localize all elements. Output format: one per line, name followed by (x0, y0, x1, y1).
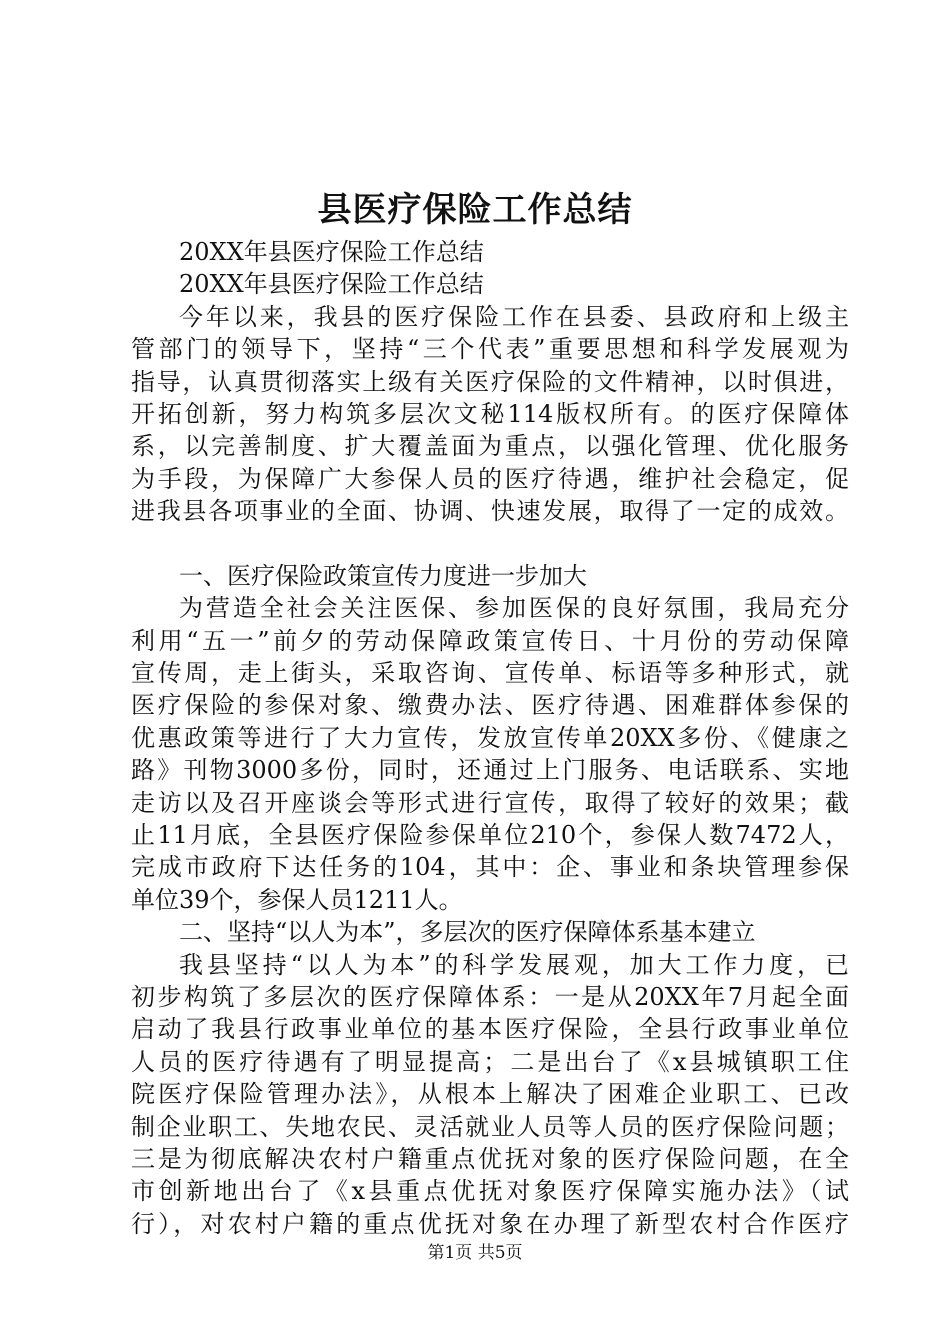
text-line: 为营造全社会关注医保、参加医保的良好氛围，我局充分 (179, 594, 849, 623)
text-line: 初步构筑了多层次的医疗保障体系：一是从20XX年7月起全面 (131, 982, 849, 1011)
text-line: 为手段，为保障广大参保人员的医疗待遇，维护社会稳定，促 (131, 464, 849, 493)
text-line: 20XX年县医疗保险工作总结 (179, 238, 484, 266)
text-line: 人员的医疗待遇有了明显提高；二是出台了《x县城镇职工住 (131, 1047, 849, 1076)
text-line: 三是为彻底解决农村户籍重点优抚对象的医疗保险问题，在全 (131, 1144, 849, 1173)
text-line: 制企业职工、失地农民、灵活就业人员等人员的医疗保险问题； (131, 1112, 849, 1141)
text-line: 完成市政府下达任务的104，其中：企、事业和条块管理参保 (131, 853, 849, 882)
document-body (131, 236, 849, 1240)
text-line: 管部门的领导下，坚持“三个代表”重要思想和科学发展观为 (131, 335, 849, 364)
text-line: 医疗保险的参保对象、缴费办法、医疗待遇、困难群体参保的 (131, 691, 849, 720)
text-line: 指导，认真贯彻落实上级有关医疗保险的文件精神，以时俱进， (131, 367, 849, 396)
text-line: 优惠政策等进行了大力宣传，发放宣传单20XX多份、《健康之 (131, 723, 849, 752)
page-footer: 第1页 共5页 (427, 1243, 523, 1263)
document-title: 县医疗保险工作总结 (317, 190, 633, 230)
text-line: 路》刊物3000多份，同时，还通过上门服务、电话联系、实地 (131, 756, 849, 785)
text-line: 单位39个，参保人员1211人。 (131, 885, 463, 914)
text-line: 院医疗保险管理办法》，从根本上解决了困难企业职工、已改 (131, 1080, 849, 1109)
text-line: 进我县各项事业的全面、协调、快速发展，取得了一定的成效。 (131, 497, 849, 526)
text-line: 走访以及召开座谈会等形式进行宣传，取得了较好的效果；截 (131, 788, 849, 817)
text-line: 今年以来，我县的医疗保险工作在县委、县政府和上级主 (179, 302, 849, 331)
text-line: 我县坚持“以人为本”的科学发展观，加大工作力度，已 (179, 950, 849, 979)
text-line: 一、医疗保险政策宣传力度进一步加大 (179, 561, 587, 590)
text-line: 二、坚持“以人为本”，多层次的医疗保障体系基本建立 (179, 918, 756, 947)
text-line: 系，以完善制度、扩大覆盖面为重点，以强化管理、优化服务 (131, 432, 849, 461)
text-line: 止11月底，全县医疗保险参保单位210个，参保人数7472人， (131, 821, 849, 850)
text-line: 启动了我县行政事业单位的基本医疗保险，全县行政事业单位 (131, 1015, 849, 1044)
text-line: 利用“五一”前夕的劳动保障政策宣传日、十月份的劳动保障 (131, 626, 849, 655)
text-line: 行），对农村户籍的重点优抚对象在办理了新型农村合作医疗 (131, 1209, 849, 1238)
text-line: 宣传周，走上街头，采取咨询、宣传单、标语等多种形式，就 (131, 659, 849, 688)
text-line: 20XX年县医疗保险工作总结 (179, 270, 484, 299)
text-line: 市创新地出台了《x县重点优抚对象医疗保障实施办法》（试 (131, 1177, 849, 1206)
text-line: 开拓创新，努力构筑多层次文秘114版权所有。的医疗保障体 (131, 399, 849, 428)
blank-line (131, 528, 849, 560)
